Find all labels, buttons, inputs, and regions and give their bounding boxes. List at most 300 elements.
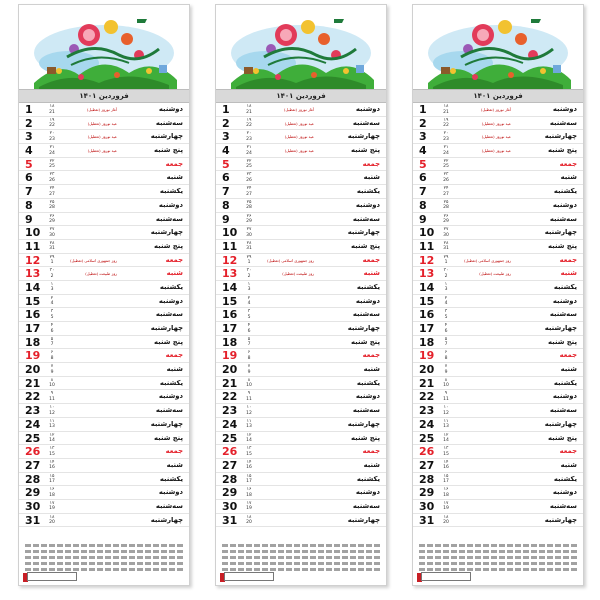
day-number: 11 <box>222 239 238 253</box>
weekday-name: سه‌شنبه <box>352 310 380 319</box>
secondary-dates: ۱۰ 12 <box>443 405 449 416</box>
day-number: 1 <box>419 103 427 116</box>
day-row <box>19 486 189 500</box>
weekday-name: دوشنبه <box>355 200 380 209</box>
secondary-dates: ۲۰ 23 <box>49 131 55 142</box>
day-row <box>413 267 583 281</box>
secondary-dates: ۳۰ 2 <box>49 268 55 279</box>
weekday-name: پنج شنبه <box>351 241 380 250</box>
secondary-dates: ۱۸ 21 <box>49 104 55 115</box>
day-row <box>216 171 386 185</box>
secondary-dates: ۱۷ 19 <box>49 500 55 512</box>
weekday-name: چهارشنبه <box>150 228 183 237</box>
weekday-name: پنج شنبه <box>154 241 183 250</box>
secondary-dates: ۷ 9 <box>444 364 448 375</box>
day-number: 5 <box>25 157 33 171</box>
secondary-dates: ۹ 11 <box>49 391 55 402</box>
spring-header-illustration <box>19 5 189 97</box>
day-row <box>216 418 386 432</box>
day-row <box>216 445 386 459</box>
weekday-name: یکشنبه <box>553 378 577 387</box>
weekday-name: جمعه <box>559 351 577 360</box>
secondary-dates: ۲۱ 24 <box>443 145 449 156</box>
day-row <box>413 445 583 459</box>
day-number: 28 <box>25 472 41 486</box>
day-row <box>216 130 386 144</box>
weekday-name: سه‌شنبه <box>549 501 577 510</box>
brand-box <box>27 572 77 581</box>
day-row <box>413 404 583 418</box>
day-row <box>216 322 386 336</box>
weekday-name: سه‌شنبه <box>155 118 183 127</box>
occasion-note: عید نوروز (تعطیل) <box>87 134 117 140</box>
secondary-dates: ۴ 6 <box>50 323 54 334</box>
day-row <box>413 432 583 446</box>
secondary-dates: ۹ 11 <box>443 391 449 402</box>
day-number: 13 <box>222 267 238 281</box>
day-number: 15 <box>419 294 435 308</box>
secondary-dates: ۲۲ 25 <box>443 158 449 170</box>
occasion-note: آغاز نوروز (تعطیل) <box>481 107 511 112</box>
footer-text-line <box>419 568 577 571</box>
weekday-name: جمعه <box>165 351 183 360</box>
day-number: 27 <box>419 458 435 472</box>
day-row <box>19 459 189 473</box>
day-row <box>19 432 189 446</box>
secondary-dates: ۱۷ 19 <box>443 500 449 512</box>
weekday-name: سه‌شنبه <box>155 310 183 319</box>
day-row <box>413 459 583 473</box>
weekday-name: یکشنبه <box>159 378 183 387</box>
footer-text-line <box>222 550 380 553</box>
weekday-name: سه‌شنبه <box>352 501 380 510</box>
day-number: 17 <box>419 322 435 335</box>
day-number: 18 <box>25 335 41 349</box>
day-number: 28 <box>222 472 238 486</box>
day-number: 19 <box>25 349 41 363</box>
day-number: 2 <box>222 116 230 130</box>
occasion-note: عید نوروز (تعطیل) <box>284 120 314 126</box>
secondary-dates: ۳۰ 2 <box>443 268 449 279</box>
day-row <box>19 445 189 459</box>
day-number: 18 <box>419 335 435 349</box>
day-number: 13 <box>419 267 435 281</box>
secondary-dates: ۱۴ 16 <box>49 459 55 471</box>
occasion-note: عید نوروز (تعطیل) <box>284 134 314 140</box>
day-row <box>216 240 386 254</box>
occasion-note: روز جمهوری اسلامی (تعطیل) <box>464 257 511 263</box>
secondary-dates: ۱۲ 14 <box>443 432 449 443</box>
day-row <box>19 267 189 281</box>
secondary-dates: ۱۸ 21 <box>443 104 449 115</box>
secondary-dates: ۵ 7 <box>247 336 251 348</box>
secondary-dates: ۲۴ 27 <box>49 186 55 197</box>
secondary-dates: ۲۲ 25 <box>246 158 252 170</box>
occasion-note: عید نوروز (تعطیل) <box>481 120 511 126</box>
day-row <box>413 171 583 185</box>
day-number: 21 <box>419 376 435 390</box>
weekday-name: جمعه <box>165 447 183 456</box>
day-number: 10 <box>25 226 41 240</box>
day-row <box>19 363 189 377</box>
day-row <box>216 295 386 309</box>
day-row <box>413 226 583 240</box>
day-row <box>216 473 386 487</box>
day-number: 9 <box>419 212 427 226</box>
secondary-dates: ۱۸ 20 <box>49 514 55 526</box>
secondary-dates: ۴ 6 <box>444 323 448 334</box>
secondary-dates: ۱۳ 15 <box>443 446 449 457</box>
days-list <box>216 103 386 527</box>
day-number: 26 <box>25 445 41 459</box>
weekday-name: شنبه <box>363 365 380 374</box>
day-number: 5 <box>222 157 230 171</box>
secondary-dates: ۲۵ 28 <box>49 199 55 211</box>
day-row <box>19 295 189 309</box>
weekday-name: چهارشنبه <box>544 515 577 524</box>
secondary-dates: ۱۲ 14 <box>246 432 252 443</box>
secondary-dates: ۳۰ 2 <box>246 268 252 279</box>
day-number: 16 <box>222 308 238 322</box>
weekday-name: شنبه <box>166 365 183 374</box>
calendar-strip-left <box>18 4 190 586</box>
secondary-dates: ۲۳ 26 <box>246 172 252 183</box>
day-row <box>413 349 583 363</box>
secondary-dates: ۲۰ 23 <box>246 131 252 142</box>
secondary-dates: ۱ 3 <box>247 281 251 293</box>
day-number: 2 <box>25 116 33 130</box>
weekday-name: شنبه <box>166 460 183 469</box>
day-number: 26 <box>419 445 435 459</box>
day-row <box>216 390 386 404</box>
weekday-name: یکشنبه <box>356 474 380 483</box>
day-row <box>19 281 189 295</box>
weekday-name: چهارشنبه <box>150 515 183 524</box>
day-row <box>216 514 386 528</box>
weekday-name: پنج شنبه <box>154 337 183 346</box>
day-number: 24 <box>222 417 238 431</box>
weekday-name: چهارشنبه <box>347 419 380 428</box>
day-number: 7 <box>419 185 427 199</box>
day-number: 25 <box>25 431 41 445</box>
weekday-name: چهارشنبه <box>347 324 380 332</box>
day-number: 4 <box>419 144 427 158</box>
day-number: 20 <box>222 363 238 377</box>
secondary-dates: ۸ 10 <box>246 377 252 389</box>
day-number: 3 <box>419 130 427 144</box>
day-number: 17 <box>222 322 238 335</box>
day-number: 15 <box>25 294 41 308</box>
occasion-note: روز طبیعت (تعطیل) <box>85 271 117 277</box>
day-row <box>413 158 583 172</box>
secondary-dates: ۲۷ 30 <box>443 227 449 238</box>
secondary-dates: ۸ 10 <box>49 377 55 389</box>
day-row <box>19 514 189 528</box>
secondary-dates: ۲۷ 30 <box>246 227 252 238</box>
day-number: 6 <box>419 171 427 185</box>
day-number: 19 <box>419 349 435 363</box>
day-number: 11 <box>419 239 435 253</box>
day-number: 6 <box>25 171 33 185</box>
day-number: 2 <box>419 116 427 130</box>
weekday-name: یکشنبه <box>356 187 380 196</box>
day-number: 1 <box>25 103 33 116</box>
weekday-name: دوشنبه <box>552 488 577 497</box>
secondary-dates: ۱۵ 17 <box>443 473 449 485</box>
secondary-dates: ۱۲ 14 <box>49 432 55 443</box>
weekday-name: شنبه <box>560 173 577 182</box>
month-title: فروردین ۱۴۰۱ <box>19 89 189 103</box>
day-number: 12 <box>419 253 435 267</box>
footer-notes <box>19 541 189 585</box>
weekday-name: چهارشنبه <box>544 228 577 237</box>
footer-text-line <box>25 568 183 571</box>
weekday-name: دوشنبه <box>552 296 577 305</box>
weekday-name: شنبه <box>560 365 577 374</box>
weekday-name: شنبه <box>166 173 183 182</box>
weekday-name: سه‌شنبه <box>155 214 183 223</box>
secondary-dates: ۲۵ 28 <box>443 199 449 211</box>
secondary-dates: ۱۸ 20 <box>246 514 252 526</box>
occasion-note: آغاز نوروز (تعطیل) <box>284 107 314 112</box>
day-number: 16 <box>25 308 41 322</box>
secondary-dates: ۱۴ 16 <box>443 459 449 471</box>
day-row <box>413 363 583 377</box>
secondary-dates: ۲۶ 29 <box>49 213 55 224</box>
spring-header-illustration <box>216 5 386 97</box>
secondary-dates: ۸ 10 <box>443 377 449 389</box>
day-row <box>216 308 386 322</box>
secondary-dates: ۲۷ 30 <box>49 227 55 238</box>
footer-notes <box>216 541 386 585</box>
day-number: 7 <box>25 185 33 199</box>
day-number: 27 <box>222 458 238 472</box>
brand-box <box>224 572 274 581</box>
day-row <box>413 308 583 322</box>
footer-text-line <box>25 550 183 553</box>
weekday-name: دوشنبه <box>552 200 577 209</box>
weekday-name: دوشنبه <box>158 392 183 401</box>
secondary-dates: ۱۳ 15 <box>246 446 252 457</box>
spring-header-illustration <box>413 5 583 97</box>
footer-text-line <box>222 568 380 571</box>
day-row <box>413 254 583 268</box>
day-row <box>19 240 189 254</box>
day-number: 31 <box>419 513 435 527</box>
weekday-name: سه‌شنبه <box>549 118 577 127</box>
weekday-name: جمعه <box>362 255 380 264</box>
month-title: فروردین ۱۴۰۱ <box>413 89 583 103</box>
occasion-note: روز طبیعت (تعطیل) <box>282 271 314 277</box>
secondary-dates: ۱۱ 13 <box>246 418 252 430</box>
day-row <box>413 500 583 514</box>
day-number: 15 <box>222 294 238 308</box>
day-number: 3 <box>25 130 33 144</box>
secondary-dates: ۱۹ 22 <box>443 117 449 129</box>
day-row <box>216 254 386 268</box>
day-number: 22 <box>25 390 41 404</box>
day-number: 8 <box>222 198 230 212</box>
day-number: 28 <box>419 472 435 486</box>
secondary-dates: ۵ 7 <box>50 336 54 348</box>
day-row <box>413 486 583 500</box>
weekday-name: دوشنبه <box>158 296 183 305</box>
day-number: 22 <box>222 390 238 404</box>
weekday-name: چهارشنبه <box>347 515 380 524</box>
day-row <box>19 213 189 227</box>
month-title: فروردین ۱۴۰۱ <box>216 89 386 103</box>
day-row <box>19 390 189 404</box>
day-number: 27 <box>25 458 41 472</box>
secondary-dates: ۲ 4 <box>444 295 448 307</box>
weekday-name: یکشنبه <box>159 474 183 483</box>
day-row <box>413 336 583 350</box>
occasion-note: عید نوروز (تعطیل) <box>481 134 511 140</box>
secondary-dates: ۶ 8 <box>247 350 251 361</box>
day-number: 20 <box>419 363 435 377</box>
day-number: 31 <box>25 513 41 527</box>
secondary-dates: ۱ 3 <box>50 281 54 293</box>
day-row <box>216 459 386 473</box>
day-row <box>19 144 189 158</box>
weekday-name: چهارشنبه <box>544 419 577 428</box>
secondary-dates: ۱۹ 22 <box>49 117 55 129</box>
day-row <box>413 117 583 131</box>
secondary-dates: ۱۹ 22 <box>246 117 252 129</box>
days-list <box>413 103 583 527</box>
day-number: 4 <box>222 144 230 158</box>
weekday-name: جمعه <box>559 255 577 264</box>
day-number: 9 <box>25 212 33 226</box>
secondary-dates: ۲۳ 26 <box>49 172 55 183</box>
day-row <box>19 500 189 514</box>
calendar-strip-center <box>215 4 387 586</box>
footer-text-line <box>419 562 577 565</box>
day-number: 29 <box>25 486 41 500</box>
footer-text-line <box>222 556 380 559</box>
day-number: 14 <box>419 280 435 294</box>
day-row <box>19 171 189 185</box>
weekday-name: سه‌شنبه <box>155 501 183 510</box>
day-number: 7 <box>222 185 230 199</box>
brand-box <box>421 572 471 581</box>
weekday-name: پنج شنبه <box>548 337 577 346</box>
weekday-name: چهارشنبه <box>150 324 183 332</box>
day-row <box>413 390 583 404</box>
weekday-name: سه‌شنبه <box>549 310 577 319</box>
day-number: 6 <box>222 171 230 185</box>
day-row <box>413 377 583 391</box>
weekday-name: دوشنبه <box>552 392 577 401</box>
day-row <box>216 199 386 213</box>
day-number: 22 <box>419 390 435 404</box>
weekday-name: پنج شنبه <box>351 337 380 346</box>
day-row <box>216 158 386 172</box>
day-row <box>216 144 386 158</box>
day-row <box>413 213 583 227</box>
weekday-name: شنبه <box>363 269 380 278</box>
day-number: 8 <box>419 198 427 212</box>
secondary-dates: ۲۹ 1 <box>443 254 449 266</box>
day-row <box>216 267 386 281</box>
weekday-name: جمعه <box>362 447 380 456</box>
day-number: 29 <box>419 486 435 500</box>
weekday-name: چهارشنبه <box>544 132 577 141</box>
day-row <box>413 295 583 309</box>
day-row <box>216 500 386 514</box>
day-number: 26 <box>222 445 238 459</box>
day-number: 10 <box>419 226 435 240</box>
day-row <box>413 144 583 158</box>
day-number: 20 <box>25 363 41 377</box>
secondary-dates: ۲۴ 27 <box>246 186 252 197</box>
weekday-name: دوشنبه <box>158 105 183 113</box>
weekday-name: سه‌شنبه <box>352 406 380 415</box>
secondary-dates: ۷ 9 <box>50 364 54 375</box>
secondary-dates: ۱۱ 13 <box>49 418 55 430</box>
secondary-dates: ۱۰ 12 <box>49 405 55 416</box>
day-number: 10 <box>222 226 238 240</box>
day-number: 29 <box>222 486 238 500</box>
secondary-dates: ۲۶ 29 <box>246 213 252 224</box>
weekday-name: دوشنبه <box>355 392 380 401</box>
secondary-dates: ۱۴ 16 <box>246 459 252 471</box>
secondary-dates: ۲۴ 27 <box>443 186 449 197</box>
day-row <box>413 103 583 117</box>
day-row <box>216 185 386 199</box>
weekday-name: پنج شنبه <box>548 433 577 442</box>
day-number: 30 <box>419 499 435 513</box>
secondary-dates: ۲۱ 24 <box>49 145 55 156</box>
weekday-name: دوشنبه <box>158 488 183 497</box>
secondary-dates: ۳ 5 <box>247 309 251 320</box>
secondary-dates: ۲۱ 24 <box>246 145 252 156</box>
day-row <box>216 336 386 350</box>
day-number: 9 <box>222 212 230 226</box>
calendar-strip-right <box>412 4 584 586</box>
day-row <box>216 281 386 295</box>
secondary-dates: ۲۳ 26 <box>443 172 449 183</box>
weekday-name: یکشنبه <box>356 282 380 291</box>
weekday-name: دوشنبه <box>158 200 183 209</box>
day-number: 5 <box>419 157 427 171</box>
day-row <box>19 336 189 350</box>
day-row <box>413 199 583 213</box>
day-row <box>19 418 189 432</box>
day-number: 24 <box>25 417 41 431</box>
day-row <box>216 226 386 240</box>
footer-text-line <box>419 556 577 559</box>
day-row <box>216 117 386 131</box>
secondary-dates: ۱ 3 <box>444 281 448 293</box>
day-number: 12 <box>25 253 41 267</box>
day-row <box>19 254 189 268</box>
weekday-name: یکشنبه <box>553 474 577 483</box>
weekday-name: یکشنبه <box>356 378 380 387</box>
secondary-dates: ۲۲ 25 <box>49 158 55 170</box>
day-row <box>413 322 583 336</box>
day-row <box>19 308 189 322</box>
secondary-dates: ۹ 11 <box>246 391 252 402</box>
day-row <box>19 322 189 336</box>
days-list <box>19 103 189 527</box>
weekday-name: دوشنبه <box>355 105 380 113</box>
day-number: 12 <box>222 253 238 267</box>
secondary-dates: ۳ 5 <box>50 309 54 320</box>
secondary-dates: ۱۶ 18 <box>443 487 449 498</box>
secondary-dates: ۲۰ 23 <box>443 131 449 142</box>
secondary-dates: ۳ 5 <box>444 309 448 320</box>
